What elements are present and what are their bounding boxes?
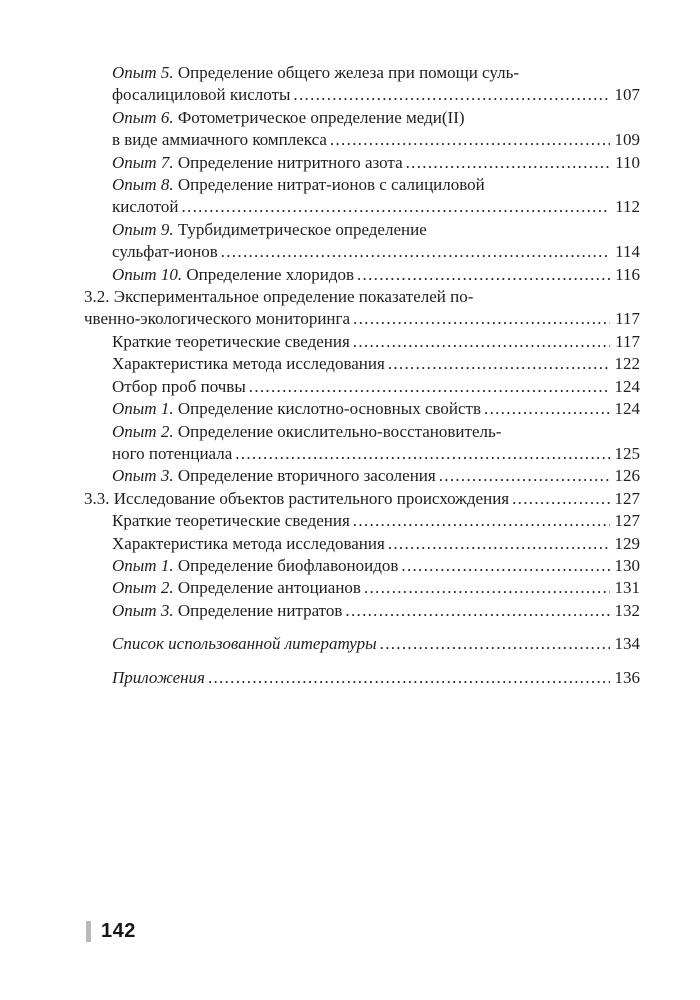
dot-leader: [512, 488, 609, 510]
toc-line: [84, 443, 640, 465]
toc-page-number: 117: [615, 331, 640, 351]
toc-entry-text: Список использованной литературы: [112, 634, 377, 654]
dot-leader: [388, 533, 610, 555]
toc-italic-prefix: Опыт 5.: [112, 63, 174, 82]
dot-leader: [484, 398, 609, 420]
dot-leader: [353, 331, 610, 353]
dot-leader: [357, 264, 610, 286]
toc-entry-text: Определение нитритного азота: [177, 152, 403, 172]
toc-italic-prefix: Опыт 3.: [112, 466, 174, 486]
toc-italic-prefix: Опыт 8.: [112, 175, 174, 195]
toc-page-number: 131: [614, 578, 640, 598]
toc-page-number: 127: [614, 488, 640, 508]
toc-page-number: 125: [614, 443, 640, 463]
page-number: 142: [101, 919, 136, 942]
toc-entry-text: Краткие теоретические сведения: [112, 331, 350, 351]
table-of-contents: [84, 62, 640, 689]
toc-entry-text: Определение окислительно-восстановитель-: [177, 421, 502, 441]
toc-italic-prefix: Опыт 9.: [112, 219, 174, 239]
toc-entry-text: 3.3. Исследование объектов растительного происхождения: [84, 488, 510, 508]
toc-line: [84, 376, 640, 398]
footer-tick-mark: [86, 921, 91, 942]
toc-entry-text: Характеристика метода исследования: [112, 354, 385, 374]
toc-line: [84, 129, 640, 151]
toc-line: [84, 353, 640, 375]
toc-entry-text: Характеристика метода исследования: [112, 533, 385, 553]
dot-leader: [181, 196, 610, 218]
toc-line: [84, 264, 640, 286]
toc-entry-text: Определение вторичного засоления: [177, 466, 436, 486]
toc-page-number: 117: [615, 309, 640, 329]
dot-leader: [293, 84, 609, 106]
toc-entry-text: Приложения: [112, 667, 205, 687]
toc-italic-prefix: Опыт 7.: [112, 152, 174, 172]
toc-entry-text: Определение хлоридов: [186, 264, 354, 284]
dot-leader: [388, 353, 610, 375]
toc-line: [84, 398, 640, 420]
toc-line: [84, 62, 640, 84]
toc-entry-text: кислотой: [112, 197, 179, 217]
toc-line: [84, 241, 640, 263]
toc-line: [84, 196, 640, 218]
toc-line: [84, 331, 640, 353]
toc-entry-text: Фотометрическое определение меди(II): [177, 107, 465, 127]
toc-page-number: 132: [614, 600, 640, 620]
toc-page-number: 136: [614, 667, 640, 687]
toc-line: [84, 84, 640, 106]
dot-leader: [221, 241, 610, 263]
toc-page-number: 107: [614, 85, 640, 105]
toc-entry-text: сульфат-ионов: [112, 242, 218, 262]
toc-entry-text: Определение кислотно-основных свойств: [177, 399, 482, 419]
toc-page-number: 114: [615, 242, 640, 262]
toc-entry-text: Определение нитрат-ионов с салициловой: [177, 175, 485, 195]
toc-line: [84, 555, 640, 577]
toc-page-number: 124: [614, 376, 640, 396]
toc-italic-prefix: Опыт 10.: [112, 264, 183, 284]
toc-italic-prefix: Опыт 1.: [112, 399, 174, 419]
toc-entry-text: Определение нитратов: [177, 600, 343, 620]
dot-leader: [330, 129, 610, 151]
toc-page-number: 124: [614, 399, 640, 419]
toc-line: [84, 510, 640, 532]
toc-entry-text: Определение биофлавоноидов: [177, 555, 399, 575]
toc-page-number: 116: [615, 264, 640, 284]
dot-leader: [345, 600, 609, 622]
dot-leader: [364, 577, 610, 599]
dot-leader: [380, 633, 610, 655]
dot-leader: [353, 510, 610, 532]
dot-leader: [208, 667, 610, 689]
dot-leader: [249, 376, 610, 398]
toc-entry-text: Отбор проб почвы: [112, 376, 246, 396]
dot-leader: [439, 465, 610, 487]
toc-italic-prefix: Опыт 2.: [112, 421, 174, 441]
toc-page-number: 130: [614, 555, 640, 575]
dot-leader: [353, 308, 610, 330]
toc-italic-prefix: Опыт 2.: [112, 578, 174, 598]
dot-leader: [406, 152, 611, 174]
toc-entry-text: фосалициловой кислоты: [112, 85, 291, 105]
toc-line: [84, 107, 640, 129]
toc-entry-text: Краткие теоретические сведения: [112, 511, 350, 531]
toc-page-number: 122: [614, 354, 640, 374]
toc-page-number: 109: [614, 130, 640, 150]
toc-italic-prefix: Опыт 1.: [112, 555, 174, 575]
page-footer: [86, 918, 136, 944]
toc-line: [84, 219, 640, 241]
toc-page-number: 134: [614, 634, 640, 654]
toc-entry-text: в виде аммиачного комплекса: [112, 130, 327, 150]
toc-line: [84, 308, 640, 330]
toc-line: [84, 465, 640, 487]
toc-italic-prefix: Опыт 6.: [112, 107, 174, 127]
toc-page-number: 126: [614, 466, 640, 486]
toc-line: [84, 421, 640, 443]
toc-entry-text: Определение общего железа при помощи суль-: [177, 63, 520, 82]
toc-line: [84, 633, 640, 655]
dot-leader: [401, 555, 609, 577]
toc-line: [84, 600, 640, 622]
toc-entry-text: чвенно-экологического мониторинга: [84, 309, 351, 329]
toc-line: [84, 667, 640, 689]
toc-page-number: 112: [615, 197, 640, 217]
toc-entry-text: Определение антоцианов: [177, 578, 361, 598]
toc-page-number: 129: [614, 533, 640, 553]
toc-line: [84, 174, 640, 196]
toc-entry-text: 3.2. Экспериментальное определение показателей по-: [84, 287, 474, 307]
toc-line: [84, 577, 640, 599]
toc-entry-text: Турбидиметрическое определение: [177, 219, 427, 239]
toc-line: [84, 152, 640, 174]
toc-italic-prefix: Опыт 3.: [112, 600, 174, 620]
toc-line: [84, 533, 640, 555]
toc-page-number: 127: [614, 511, 640, 531]
toc-line: [84, 286, 640, 308]
toc-page-number: 110: [615, 152, 640, 172]
dot-leader: [235, 443, 609, 465]
toc-entry-text: ного потенциала: [112, 443, 233, 463]
toc-line: [84, 488, 640, 510]
